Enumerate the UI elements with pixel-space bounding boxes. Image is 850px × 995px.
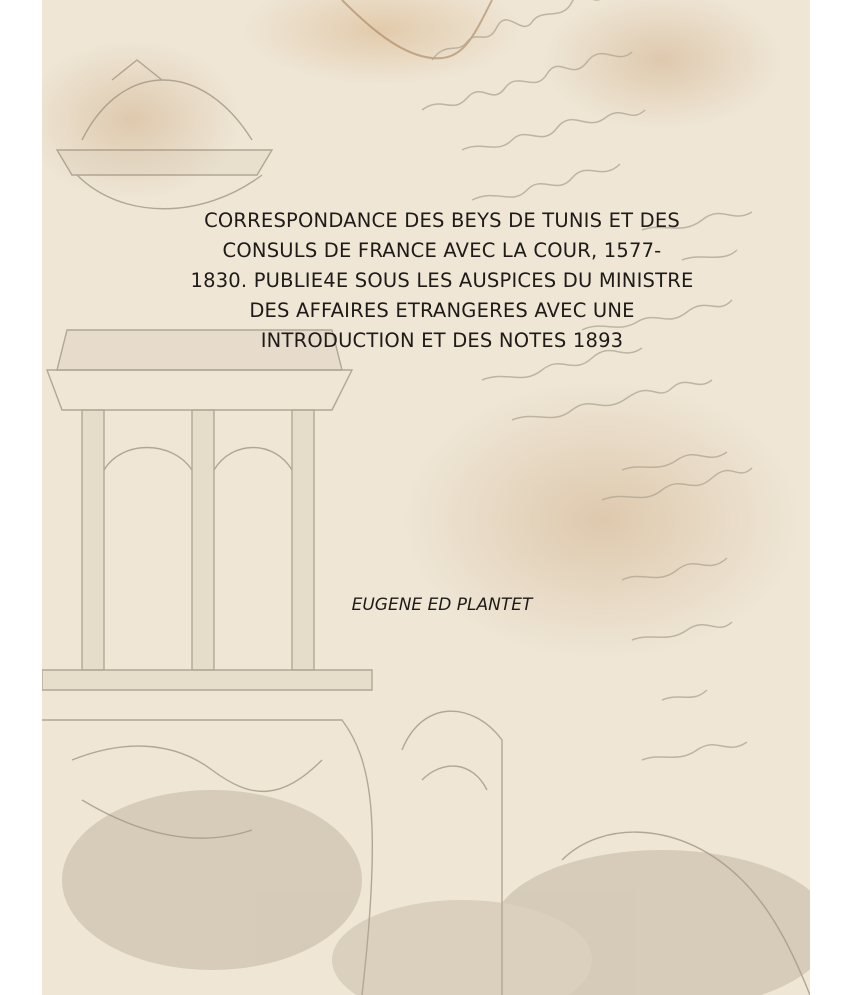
cover-background-art <box>42 0 810 995</box>
book-author: EUGENE ED PLANTET <box>351 595 533 615</box>
book-title: CORRESPONDANCE DES BEYS DE TUNIS ET DES CONSULS DE FRANCE AVEC LA COUR, 1577- 1830. PUBLIE4E SOUS LES AUSPICES DU MINISTRE DES AFFAIRES ETRANGERES AVEC UNE INTRODUCTION ET DES NOTES 1893 <box>190 209 694 352</box>
book-cover <box>42 0 810 995</box>
